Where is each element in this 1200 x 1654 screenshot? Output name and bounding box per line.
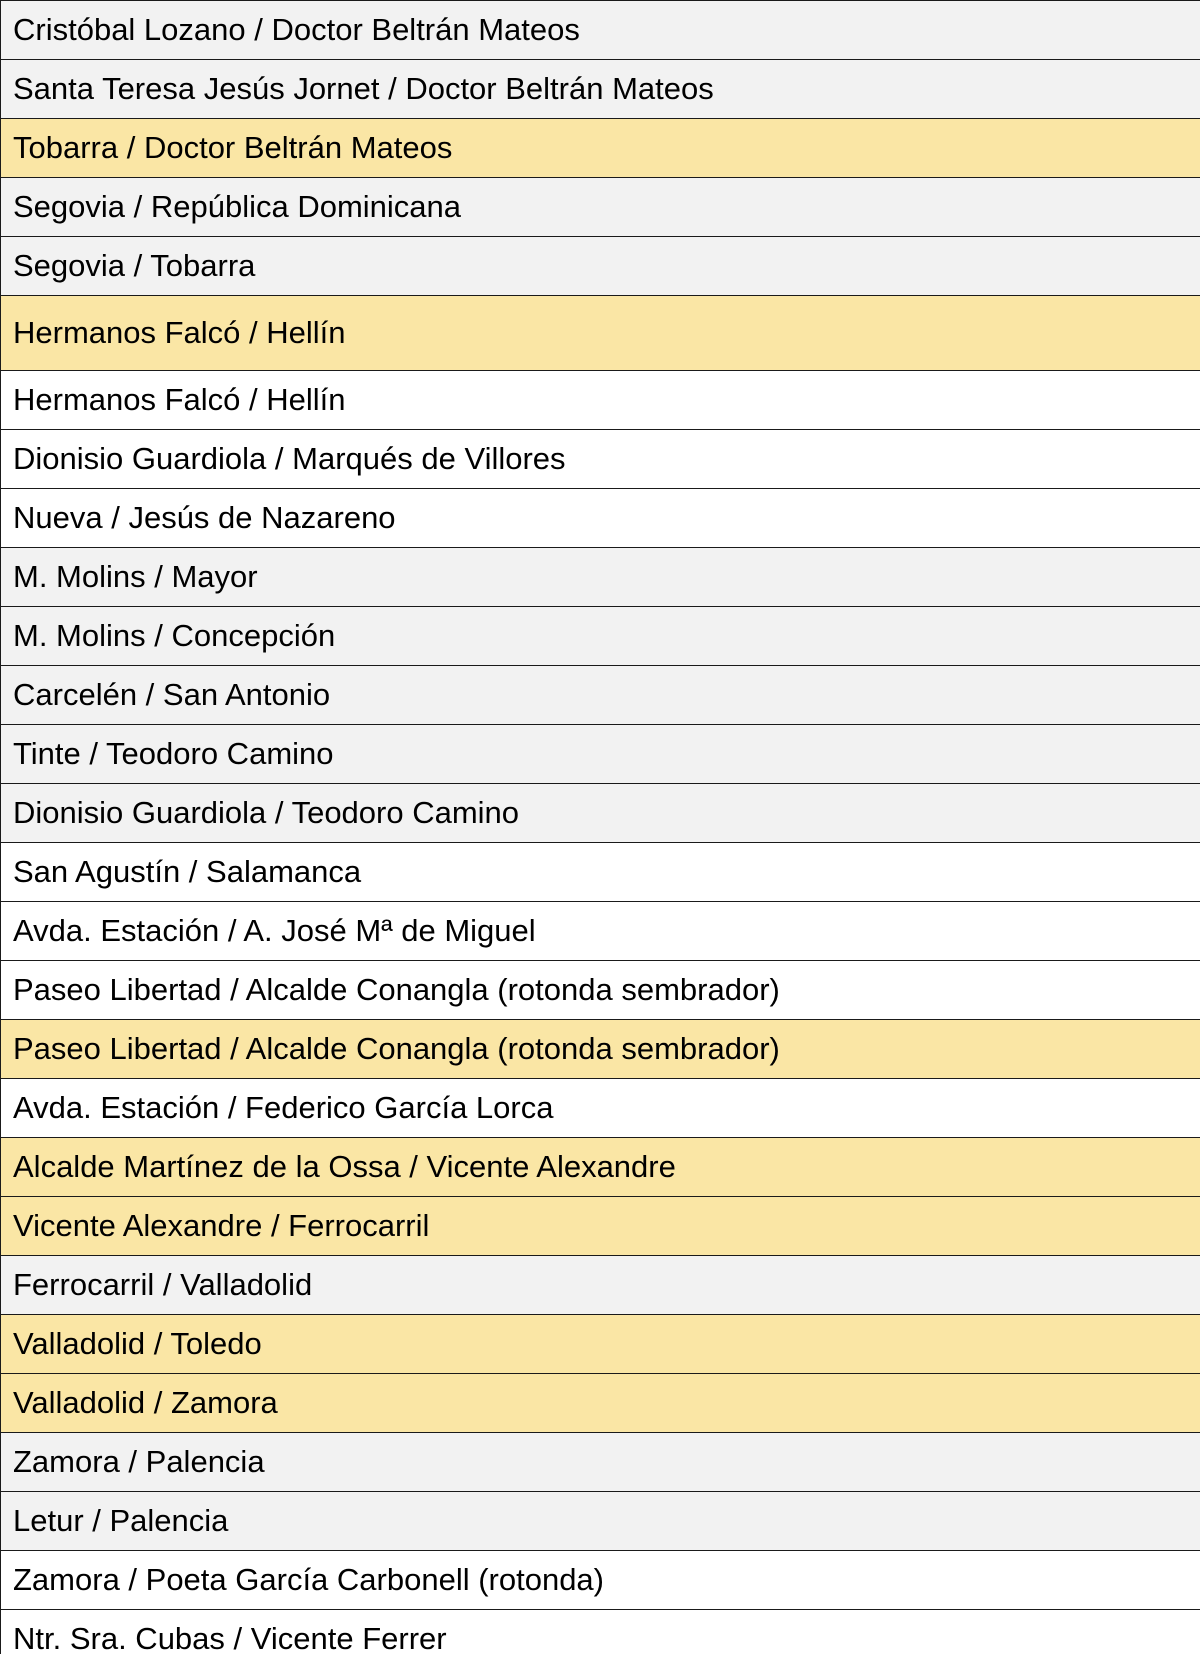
- table-row[interactable]: [1, 1374, 1200, 1433]
- table-row[interactable]: [1, 371, 1200, 430]
- table-cell[interactable]: Dionisio Guardiola / Teodoro Camino: [1, 784, 1200, 843]
- table-cell[interactable]: Cristóbal Lozano / Doctor Beltrán Mateos: [1, 1, 1200, 60]
- table-row[interactable]: [1, 119, 1200, 178]
- table-cell[interactable]: Paseo Libertad / Alcalde Conangla (rotonda sembrador): [1, 1020, 1200, 1079]
- table-cell[interactable]: Santa Teresa Jesús Jornet / Doctor Beltrán Mateos: [1, 60, 1200, 119]
- table-cell[interactable]: Avda. Estación / A. José Mª de Miguel: [1, 902, 1200, 961]
- table-cell[interactable]: Tobarra / Doctor Beltrán Mateos: [1, 119, 1200, 178]
- table-row[interactable]: [1, 1, 1200, 60]
- table-row[interactable]: [1, 1079, 1200, 1138]
- table-row[interactable]: [1, 548, 1200, 607]
- table-row[interactable]: [1, 961, 1200, 1020]
- table-cell[interactable]: Letur / Palencia: [1, 1492, 1200, 1551]
- table-cell[interactable]: Hermanos Falcó / Hellín: [1, 371, 1200, 430]
- table-cell[interactable]: Nueva / Jesús de Nazareno: [1, 489, 1200, 548]
- table-row[interactable]: [1, 607, 1200, 666]
- table-cell[interactable]: Avda. Estación / Federico García Lorca: [1, 1079, 1200, 1138]
- table-row[interactable]: [1, 1138, 1200, 1197]
- table-row[interactable]: [1, 430, 1200, 489]
- table-row[interactable]: [1, 784, 1200, 843]
- table-row[interactable]: [1, 237, 1200, 296]
- table-row[interactable]: [1, 1256, 1200, 1315]
- table-cell[interactable]: Carcelén / San Antonio: [1, 666, 1200, 725]
- table-cell[interactable]: Valladolid / Zamora: [1, 1374, 1200, 1433]
- table-cell[interactable]: Paseo Libertad / Alcalde Conangla (rotonda sembrador): [1, 961, 1200, 1020]
- table-cell[interactable]: Segovia / República Dominicana: [1, 178, 1200, 237]
- table-cell[interactable]: Dionisio Guardiola / Marqués de Villores: [1, 430, 1200, 489]
- table-row[interactable]: [1, 1197, 1200, 1256]
- table-row[interactable]: [1, 489, 1200, 548]
- table-row[interactable]: [1, 843, 1200, 902]
- table-cell[interactable]: San Agustín / Salamanca: [1, 843, 1200, 902]
- table-cell[interactable]: Alcalde Martínez de la Ossa / Vicente Alexandre: [1, 1138, 1200, 1197]
- table-cell[interactable]: Hermanos Falcó / Hellín: [1, 296, 1200, 371]
- table-row[interactable]: [1, 1315, 1200, 1374]
- table-row[interactable]: [1, 902, 1200, 961]
- table-cell[interactable]: M. Molins / Concepción: [1, 607, 1200, 666]
- table-row[interactable]: [1, 1492, 1200, 1551]
- table-cell[interactable]: Zamora / Poeta García Carbonell (rotonda): [1, 1551, 1200, 1610]
- table-cell[interactable]: Zamora / Palencia: [1, 1433, 1200, 1492]
- table-row[interactable]: [1, 60, 1200, 119]
- table-row[interactable]: [1, 296, 1200, 371]
- table-cell[interactable]: Segovia / Tobarra: [1, 237, 1200, 296]
- table-cell[interactable]: Valladolid / Toledo: [1, 1315, 1200, 1374]
- table-cell[interactable]: M. Molins / Mayor: [1, 548, 1200, 607]
- table-cell[interactable]: Tinte / Teodoro Camino: [1, 725, 1200, 784]
- table-row[interactable]: [1, 725, 1200, 784]
- table-row[interactable]: [1, 666, 1200, 725]
- table-cell[interactable]: Vicente Alexandre / Ferrocarril: [1, 1197, 1200, 1256]
- table-cell[interactable]: Ferrocarril / Valladolid: [1, 1256, 1200, 1315]
- table-row[interactable]: [1, 1551, 1200, 1610]
- table-cell[interactable]: Ntr. Sra. Cubas / Vicente Ferrer: [1, 1610, 1200, 1654]
- table-row[interactable]: [1, 1433, 1200, 1492]
- table-row[interactable]: [1, 1020, 1200, 1079]
- table-body: [1, 1, 1200, 1654]
- table-row[interactable]: [1, 178, 1200, 237]
- table-row[interactable]: [1, 1610, 1200, 1654]
